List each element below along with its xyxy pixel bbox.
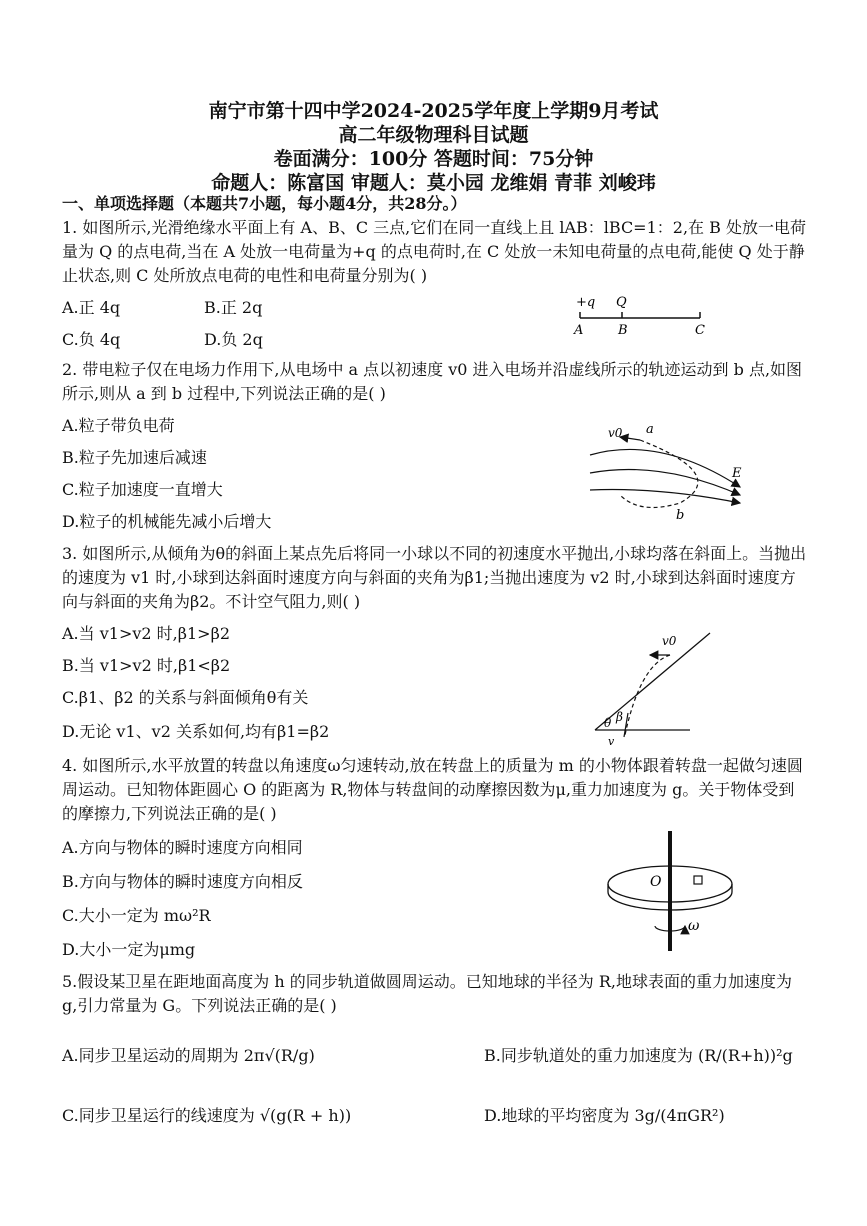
q5-formula-a: 2π√(R/g) [243,1046,315,1065]
label-plus-q: +q [576,295,596,310]
section-heading: 一、单项选择题（本题共7小题，每小题4分，共28分。） [62,194,467,213]
q2-option-a[interactable]: A.粒子带负电荷 [62,416,175,435]
question-4-text: 4. 如图所示,水平放置的转盘以角速度ω匀速转动,放在转盘上的质量为 m 的小物体跟着转盘一起做匀速圆周运动。已知物体距圆心 O 的距离为 R,物体与转盘间的动摩擦因数为μ,重力加速度为 g。关于物体受到的摩擦力,下列说法正确的是( ) [62,756,803,823]
q5-option-b-label: B.同步轨道处的重力加速度为 [484,1046,693,1065]
label-C: C [695,323,705,338]
label-B: B [618,323,628,338]
label-beta: β [616,710,623,724]
question-2-text: 2. 带电粒子仅在电场力作用下,从电场中 a 点以初速度 v0 进入电场并沿虚线所示的轨迹运动到 b 点,如图所示,则从 a 到 b 过程中,下列说法正确的是( ) [62,360,803,403]
label-b: b [676,508,685,523]
label-O: O [650,874,662,890]
q2-figure [580,415,760,525]
trajectory-dashed [620,440,698,508]
projectile-path [625,655,670,735]
label-A: A [574,323,584,338]
question-1-text: 1. 如图所示,光滑绝缘水平面上有 A、B、C 三点,它们在同一直线上且 lAB：lBC=1：2,在 B 处放一电荷量为 Q 的点电荷,当在 A 处放一电荷量为+q 的点电荷时,在 C 处放一未知电荷量的点电荷,能使 Q 处于静止状态,则 C 处所放点电荷的电性和电荷量分别为( ) [62,218,806,285]
subject-title: 高二年级物理科目试题 [338,124,529,146]
q1-option-c[interactable]: C.负 4q [62,330,121,349]
q1-option-d[interactable]: D.负 2q [204,330,263,349]
q5-option-a[interactable] [62,1046,315,1066]
label-omega: ω [688,918,700,934]
q4-option-a[interactable]: A.方向与物体的瞬时速度方向相同 [62,838,303,857]
label-v0: v0 [608,426,623,440]
q5-option-c[interactable] [62,1106,351,1126]
q1-option-b[interactable]: B.正 2q [204,298,263,317]
label-v-final: v [608,735,615,748]
q4-option-c[interactable]: C.大小一定为 mω²R [62,906,211,925]
question-5-text: 5.假设某卫星在距地面高度为 h 的同步轨道做圆周运动。已知地球的半径为 R,地球表面的重力加速度为 g,引力常量为 G。下列说法正确的是( ) [62,972,792,1015]
v0-arrow [620,437,640,440]
q5-option-c-label: C.同步卫星运行的线速度为 [62,1106,255,1125]
exam-title: 南宁市第十四中学2024-2025学年度上学期9月考试 [208,100,659,122]
label-Q: Q [616,295,627,310]
label-a: a [646,422,654,437]
q1-figure [560,290,720,340]
q5-formula-b: (R/(R+h))²g [697,1046,793,1065]
field-line-3 [590,490,740,503]
small-block [694,876,702,884]
q3-option-d[interactable]: D.无论 v1、v2 关系如何,均有β1=β2 [62,722,330,741]
incline-line [595,633,710,730]
question-3-text: 3. 如图所示,从倾角为θ的斜面上某点先后将同一小球以不同的初速度水平抛出,小球均落在斜面上。当抛出的速度为 v1 时,小球到达斜面时速度方向与斜面的夹角为β1;当抛出速度为 v2 时,小球到达斜面时速度方向与斜面的夹角为β2。不计空气阻力,则( ) [62,544,807,611]
q4-option-d[interactable]: D.大小一定为μmg [62,940,196,959]
authors: 命题人：陈富国 审题人：莫小园 龙维娟 青菲 刘峻玮 [211,172,656,194]
q3-option-c[interactable]: C.β1、β2 的关系与斜面倾角θ有关 [62,688,309,707]
q5-formula-d: 3g/(4πGR²) [634,1106,725,1125]
q2-option-c[interactable]: C.粒子加速度一直增大 [62,480,223,499]
score-time: 卷面满分：100分 答题时间：75分钟 [273,148,594,170]
q4-option-b[interactable]: B.方向与物体的瞬时速度方向相反 [62,872,303,891]
q3-option-b[interactable]: B.当 v1>v2 时,β1<β2 [62,656,231,675]
q5-option-a-label: A.同步卫星运动的周期为 [62,1046,239,1065]
q2-option-b[interactable]: B.粒子先加速后减速 [62,448,207,467]
field-line-1 [590,449,740,487]
label-E: E [732,466,742,481]
q3-option-a[interactable]: A.当 v1>v2 时,β1>β2 [62,624,231,643]
label-theta: θ [604,716,612,730]
q2-option-d[interactable]: D.粒子的机械能先减小后增大 [62,512,272,531]
label-v0-q3: v0 [662,634,677,648]
q5-option-d[interactable] [484,1106,725,1126]
q5-formula-c: √(g(R + h)) [259,1106,352,1125]
q5-option-b[interactable] [484,1046,793,1066]
q4-figure [600,826,740,956]
q1-option-a[interactable]: A.正 4q [62,298,121,317]
q5-option-d-label: D.地球的平均密度为 [484,1106,630,1125]
q3-figure [590,625,720,750]
